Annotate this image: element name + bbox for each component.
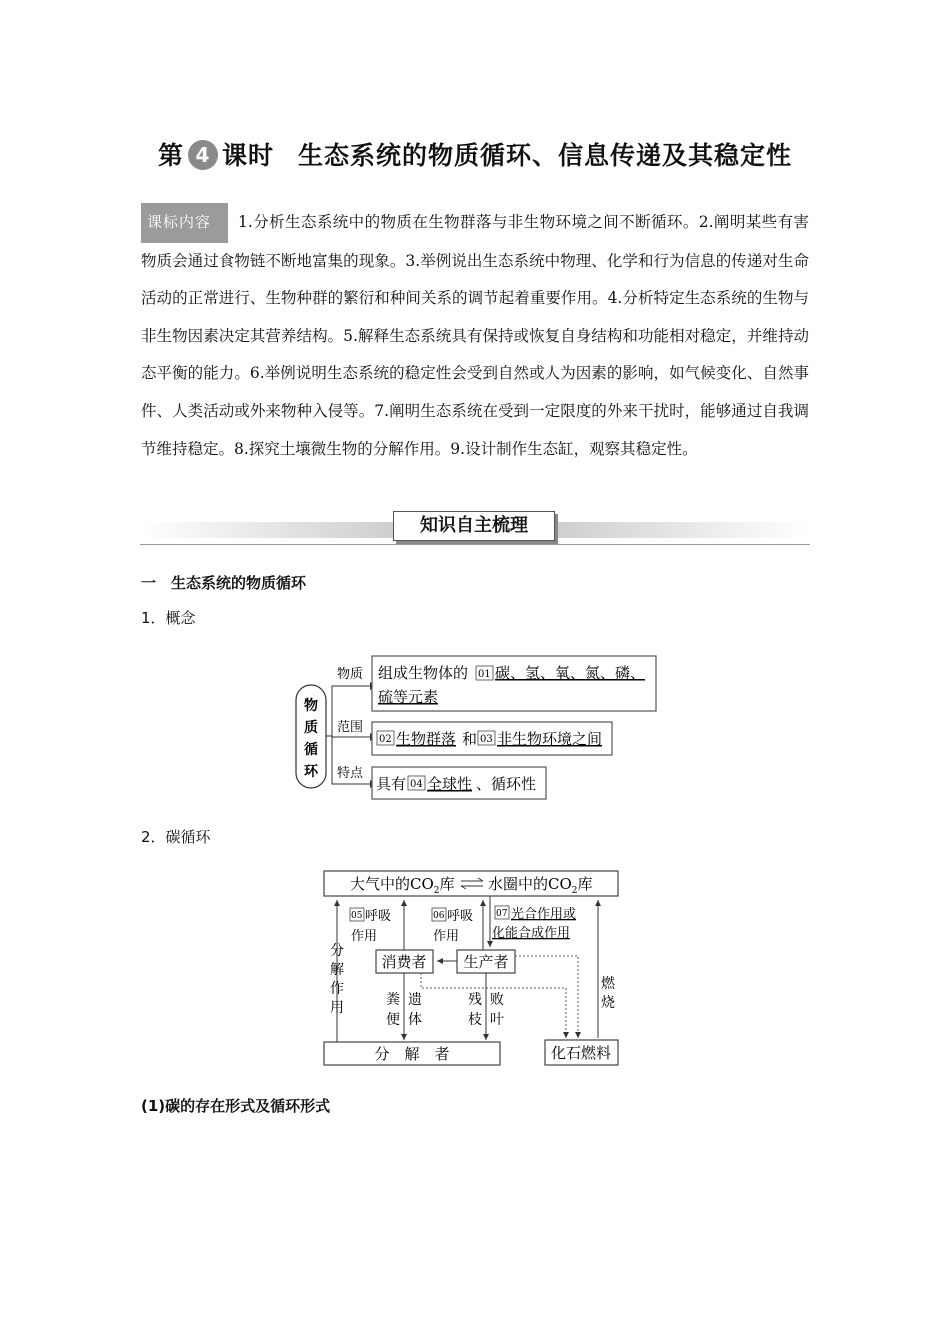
box-text: 、循环性 (476, 775, 537, 793)
respiration-label: 作用 (433, 929, 460, 944)
subsection-heading: (1)碳的存在形式及循环形式 (141, 1097, 331, 1115)
blank-number: 03 (480, 734, 493, 745)
answer-text: 非生物环境之间 (497, 730, 603, 748)
atmosphere-co2-label: 大气中的$CO_2$库 (350, 875, 455, 896)
banner-divider (140, 544, 810, 545)
center-char: 循 (304, 742, 318, 758)
combustion-label: 燃 (601, 976, 615, 992)
hydrosphere-co2-label: 水圈中的$CO_2$库 (488, 875, 593, 896)
respiration-label: 作用 (351, 929, 378, 944)
carbon-cycle-diagram (320, 868, 625, 1068)
remains-label: 体 (408, 1012, 422, 1028)
title-prefix: 第 (157, 141, 184, 170)
lesson-number-badge: 4 (188, 140, 218, 170)
blank-number: 05 (351, 911, 363, 921)
connector-text: 和 (462, 730, 478, 748)
branch-label: 特点 (337, 766, 364, 781)
curriculum-paragraph (141, 203, 809, 468)
section-banner: 知识自主梳理 (393, 511, 555, 541)
decomposition-label: 解 (330, 962, 344, 978)
concept-heading: 1．概念 (141, 609, 196, 627)
box-text-matter: 组成生物体的 (378, 664, 469, 682)
blank-number: 01 (478, 669, 491, 680)
answer-text: 全球性 (427, 775, 473, 793)
answer-text: 硫等元素 (378, 688, 439, 706)
curriculum-tag: 课标内容 (141, 203, 228, 243)
title-suffix: 课时 (221, 141, 274, 170)
consumer-label: 消费者 (381, 953, 427, 971)
litter-label: 残 (468, 992, 482, 1008)
decomposition-label: 用 (330, 1000, 344, 1016)
center-char: 环 (304, 764, 318, 780)
branch-label: 物质 (337, 667, 364, 682)
feces-label: 便 (386, 1012, 400, 1028)
blank-number: 04 (410, 779, 423, 790)
respiration-label: 呼吸 (365, 909, 392, 924)
fossil-fuel-label: 化石燃料 (550, 1044, 612, 1062)
center-char: 物 (304, 698, 318, 714)
curriculum-text: 1.分析生态系统中的物质在生物群落与非生物环境之间不断循环。2.阐明某些有害物质会通过食物链不断地富集的现象。3.举例说出生态系统中物理、化学和行为信息的传递对生命活动的正常进行、生物种群的繁衍和种间关系的调节起着重要作用。4.分析特定生态系统的生物与非生物因素决定其营养结构。5.解释生态系统具有保持或恢复自身结构和功能相对稳定，并维持动态平衡的能力。6.举例说明生态系统的稳定性会受到自然或人为因素的影响，如气候变化、自然事件、人类活动或外来物种入侵等。7.阐明生态系统在受到一定限度的外来干扰时，能够通过自我调节维持稳定。8.探究土壤微生物的分解作用。9.设计制作生态缸，观察其稳定性。 (141, 213, 809, 458)
blank-number: 02 (379, 734, 392, 745)
carbon-heading: 2．碳循环 (141, 828, 211, 846)
decomposer-label: 分 解 者 (374, 1045, 450, 1063)
section-heading: 一 生态系统的物质循环 (141, 574, 307, 592)
remains-label: 遗 (408, 992, 422, 1008)
decomposition-label: 作 (330, 981, 344, 997)
blank-number: 06 (433, 911, 445, 921)
center-char: 质 (304, 720, 318, 736)
blank-number: 07 (496, 909, 508, 919)
title-text: 生态系统的物质循环、信息传递及其稳定性 (298, 141, 793, 170)
litter-label: 叶 (490, 1012, 504, 1028)
producer-fossil-path (515, 956, 578, 1038)
producer-label: 生产者 (463, 953, 509, 971)
box-text: 具有 (376, 775, 407, 793)
respiration-label: 呼吸 (447, 909, 474, 924)
combustion-label: 烧 (601, 995, 615, 1011)
litter-label: 败 (490, 992, 504, 1008)
photosynthesis-label: 光合作用或 (511, 907, 577, 922)
photosynthesis-label: 化能合成作用 (492, 926, 571, 941)
branch-line (332, 736, 370, 737)
decomposition-label: 分 (330, 943, 344, 959)
branch-label: 范围 (337, 720, 364, 735)
litter-label: 枝 (468, 1012, 482, 1028)
page-title (0, 136, 950, 172)
answer-text: 碳、氢、氧、氮、磷、 (495, 664, 646, 682)
answer-text: 生物群落 (396, 730, 457, 748)
feces-label: 粪 (386, 992, 400, 1008)
concept-diagram (290, 650, 670, 800)
